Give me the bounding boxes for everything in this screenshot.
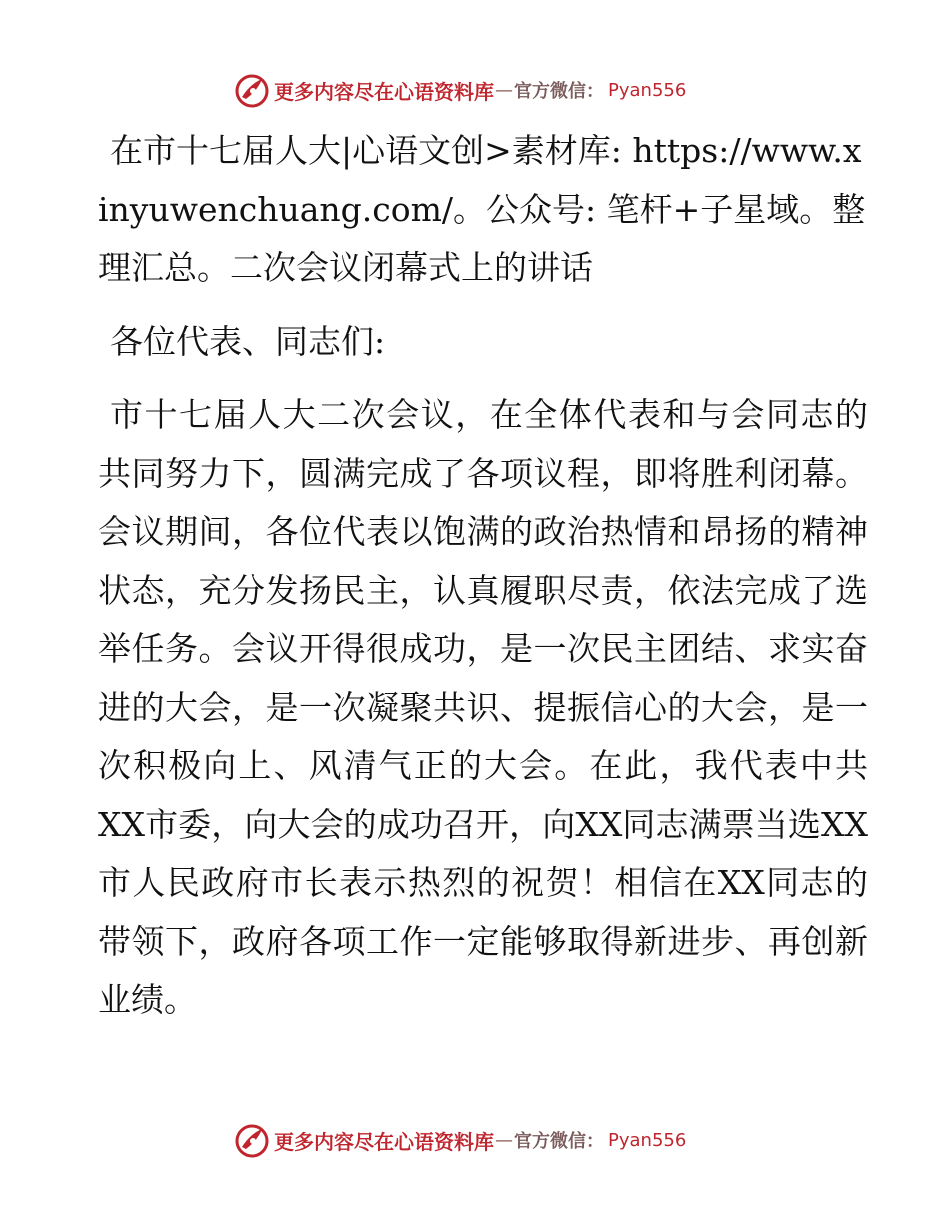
banner-dash: — xyxy=(495,1129,513,1151)
document-body xyxy=(98,122,868,1030)
footer-watermark-banner xyxy=(232,1120,686,1160)
banner-wechat-label: 官方微信： xyxy=(514,1131,604,1152)
banner-slogan: 更多内容尽在心语资料库 xyxy=(274,79,494,104)
brand-logo-icon xyxy=(232,70,272,110)
document-title: 在市十七届人大|心语文创>素材库: https://www.xinyuwenchuang.com/。公众号: 笔杆+子星域。整理汇总。二次会议闭幕式上的讲话 xyxy=(98,131,866,287)
salutation: 各位代表、同志们: xyxy=(110,321,386,361)
banner-wechat-id: Pyan556 xyxy=(608,1129,687,1151)
banner-wechat-label: 官方微信： xyxy=(514,81,604,102)
banner-slogan: 更多内容尽在心语资料库 xyxy=(274,1129,494,1154)
header-watermark-banner xyxy=(232,70,686,110)
brand-logo-icon xyxy=(232,1120,272,1160)
body-paragraph: 市十七届人大二次会议，在全体代表和与会同志的共同努力下，圆满完成了各项议程，即将胜利闭幕。会议期间，各位代表以饱满的政治热情和昂扬的精神状态，充分发扬民主，认真履职尽责，依法完成了选举任务。会议开得很成功，是一次民主团结、求实奋进的大会，是一次凝聚共识、提振信心的大会，是一次积极向上、风清气正的大会。在此，我代表中共XX市委，向大会的成功召开，向XX同志满票当选XX市人民政府市长表示热烈的祝贺！相信在XX同志的带领下，政府各项工作一定能够取得新进步、再创新业绩。 xyxy=(98,395,868,1019)
banner-wechat-id: Pyan556 xyxy=(608,79,687,101)
banner-dash: — xyxy=(495,79,513,101)
